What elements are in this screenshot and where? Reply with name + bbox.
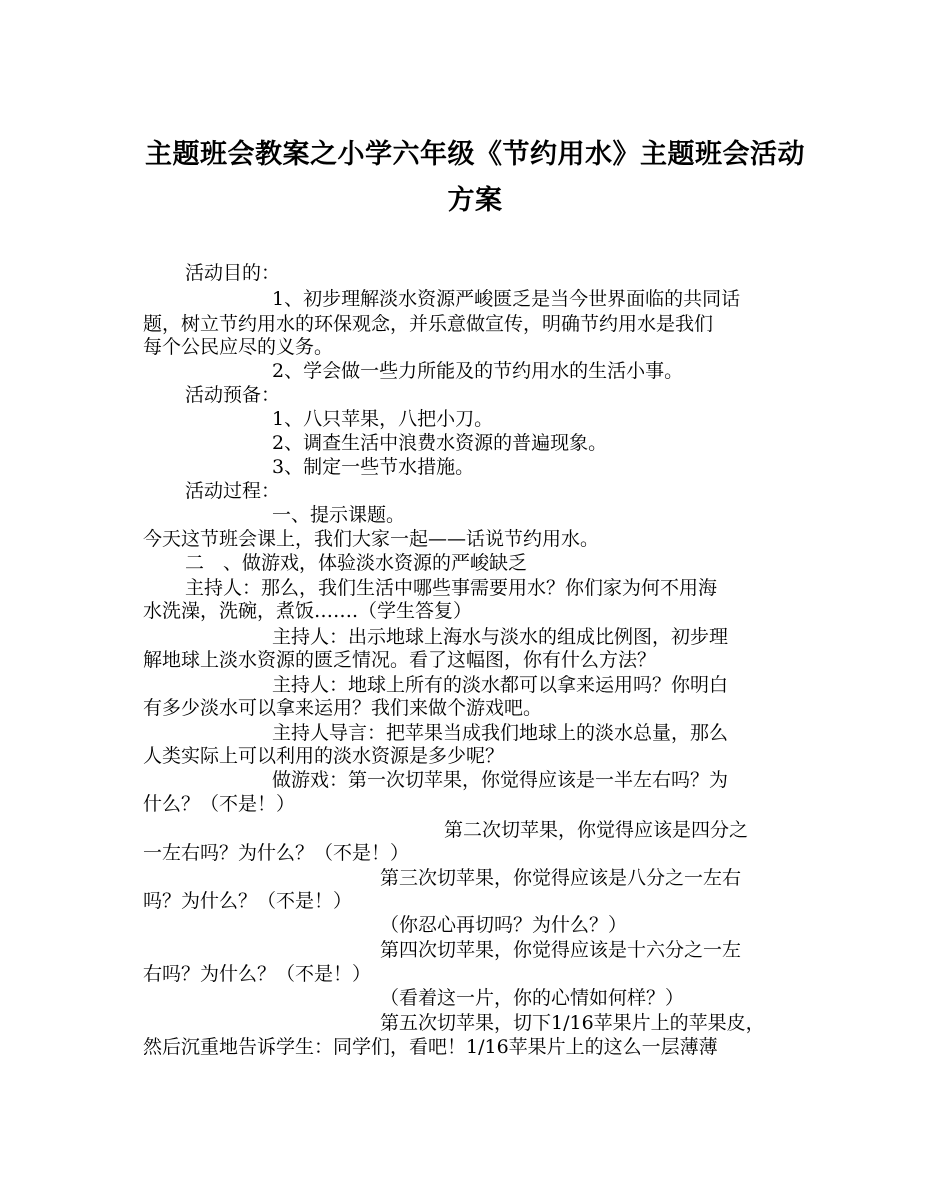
paragraph-line: 右吗？为什么？（不是！） <box>143 963 372 985</box>
paragraph-line: 主持人导言：把苹果当成我们地球上的淡水总量，那么 <box>272 722 729 744</box>
section-heading-purpose: 活动目的： <box>185 262 281 284</box>
paragraph-line: 今天这节班会课上，我们大家一起——话说节约用水。 <box>143 528 600 550</box>
paragraph-line: 第五次切苹果，切下1/16苹果片上的苹果皮， <box>380 1012 765 1034</box>
paragraph-line: 一左右吗？为什么？（不是！） <box>143 842 410 864</box>
paragraph-line: 2、调查生活中浪费水资源的普遍现象。 <box>272 432 608 454</box>
paragraph-line: 1、初步理解淡水资源严峻匮乏是当今世界面临的共同话 <box>272 288 741 310</box>
paragraph-line: 做游戏：第一次切苹果，你觉得应该是一半左右吗？为 <box>272 769 729 791</box>
paragraph-line: 人类实际上可以利用的淡水资源是多少呢？ <box>143 745 505 767</box>
paragraph-line: 主持人：地球上所有的淡水都可以拿来运用吗？你明白 <box>272 674 729 696</box>
paragraph-line: 2、学会做一些力所能及的节约用水的生活小事。 <box>272 360 684 382</box>
paragraph-line: 第四次切苹果，你觉得应该是十六分之一左 <box>380 939 742 961</box>
document-title-line-2: 方案 <box>447 185 503 216</box>
document-title-line-1: 主题班会教案之小学六年级《节约用水》主题班会活动 <box>145 139 805 170</box>
paragraph-line: 吗？为什么？（不是！） <box>143 890 353 912</box>
paragraph-line: 水洗澡，洗碗，煮饭…….（学生答复） <box>143 600 473 622</box>
paragraph-line: 有多少淡水可以拿来运用？我们来做个游戏吧。 <box>143 697 543 719</box>
paragraph-line: 主持人：那么，我们生活中哪些事需要用水？你们家为何不用海 <box>185 577 718 599</box>
paragraph-line: 1、八只苹果，八把小刀。 <box>272 408 494 430</box>
paragraph-line: 第三次切苹果，你觉得应该是八分之一左右 <box>380 867 742 889</box>
section-heading-preparation: 活动预备： <box>185 384 281 406</box>
paragraph-line: （你忍心再切吗？为什么？） <box>380 914 628 936</box>
paragraph-line: 一、提示课题。 <box>272 504 406 526</box>
paragraph-line: 题，树立节约用水的环保观念，并乐意做宣传，明确节约用水是我们 <box>143 313 714 335</box>
paragraph-line: 第二次切苹果，你觉得应该是四分之 <box>444 819 749 841</box>
paragraph-line: 每个公民应尽的义务。 <box>143 336 334 358</box>
paragraph-line: （看着这一片，你的心情如何样？） <box>380 987 685 1009</box>
paragraph-line: 然后沉重地告诉学生：同学们，看吧！1/16苹果片上的这么一层薄薄 <box>143 1036 718 1058</box>
paragraph-line: 3、制定一些节水措施。 <box>272 456 475 478</box>
paragraph-line: 二 、做游戏，体验淡水资源的严峻缺乏 <box>185 552 528 574</box>
section-heading-process: 活动过程： <box>185 480 281 502</box>
paragraph-line: 解地球上淡水资源的匮乏情况。看了这幅图，你有什么方法？ <box>143 649 657 671</box>
paragraph-line: 什么？（不是！） <box>143 793 296 815</box>
paragraph-line: 主持人：出示地球上海水与淡水的组成比例图，初步理 <box>272 626 729 648</box>
